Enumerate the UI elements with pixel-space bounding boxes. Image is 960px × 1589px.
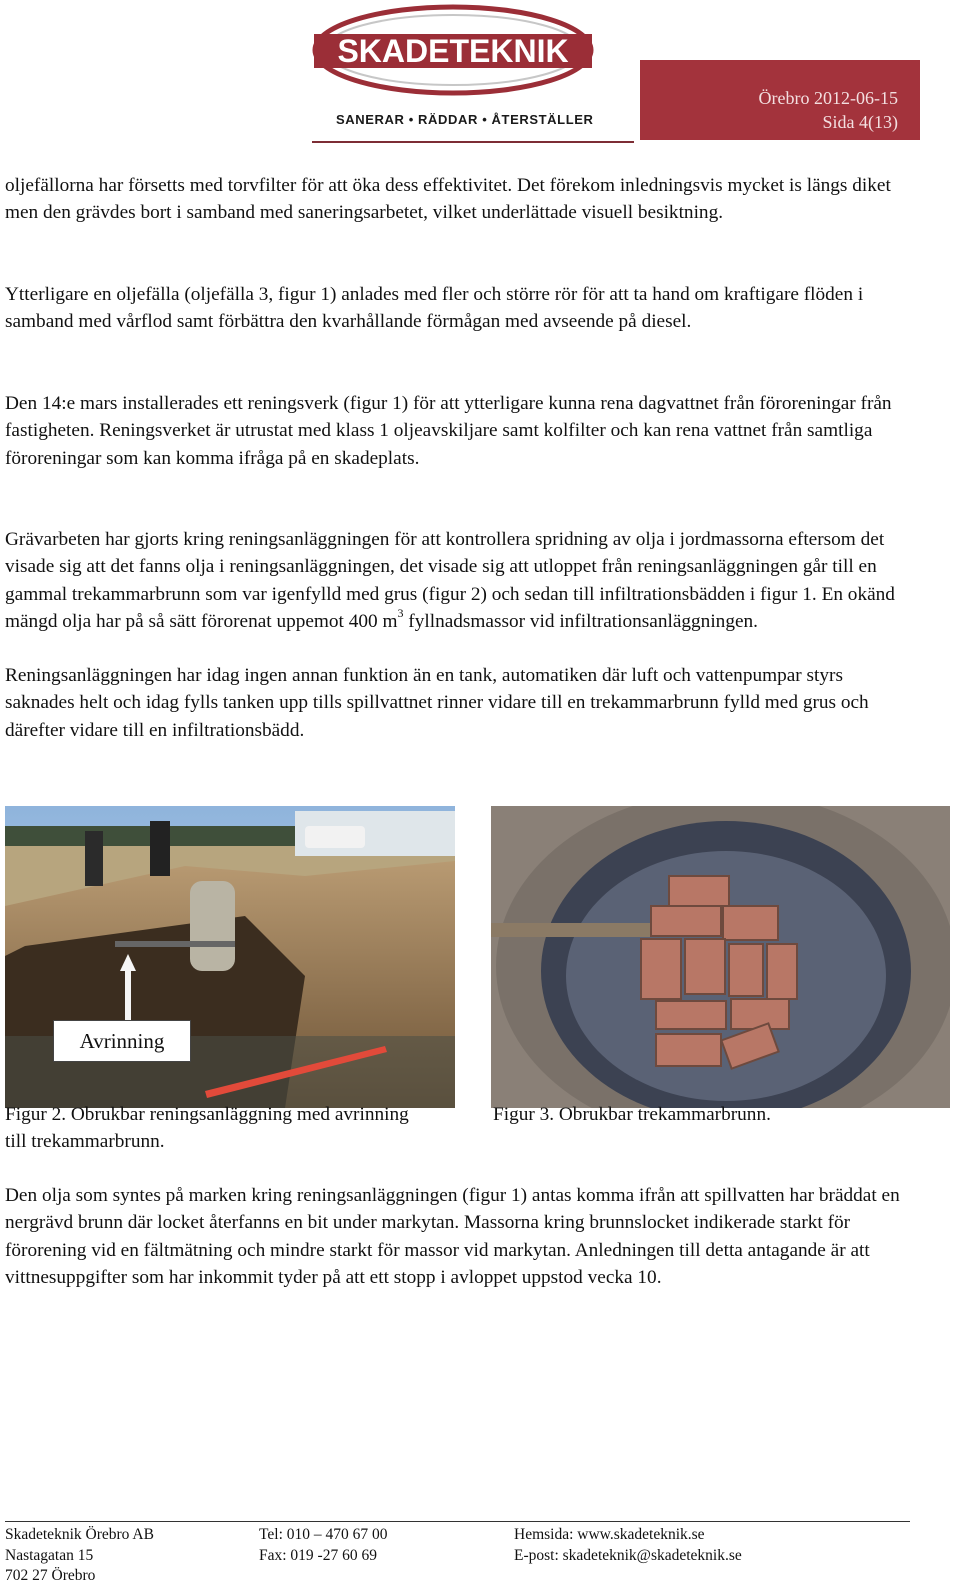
figure-2-photo bbox=[5, 806, 455, 1108]
paragraph-4-end: fyllnadsmassor vid infiltrationsanläggningen. bbox=[403, 610, 758, 632]
footer-street: Nastagatan 15 bbox=[5, 1546, 94, 1564]
figure-2-caption: Figur 2. Obrukbar reningsanläggning med avrinning till trekammarbrunn. bbox=[5, 1104, 409, 1153]
paragraph-3: Den 14:e mars installerades ett reningsverk (figur 1) för att ytterligare kunna rena dagvattnet från föroreningar från fastigheten. Reningsverket är utrustat med klass 1 oljeavskiljare samt kolfilter och kan rena vattnet från samtliga föroreningar som kan komma ifråga på en skadeplats. bbox=[5, 393, 892, 469]
footer-phone bbox=[259, 1525, 388, 1566]
footer-tel: Tel: 010 – 470 67 00 bbox=[259, 1526, 388, 1543]
footer-fax: Fax: 019 -27 60 69 bbox=[259, 1546, 377, 1564]
header-date: Örebro 2012-06-15 bbox=[758, 88, 898, 108]
footer-company bbox=[5, 1525, 154, 1587]
footer-company-name: Skadeteknik Örebro AB bbox=[5, 1526, 154, 1543]
superscript-3: 3 bbox=[397, 606, 404, 621]
paragraph-4-text: Grävarbeten har gjorts kring reningsanläggningen för att kontrollera spridning av olja i jordmassorna eftersom det visade sig att det fanns olja i reningsanläggningen, det visade sig att utloppet från reningsanläggningen går till en gammal trekammarbrunn som var igenfylld med grus (figur 2) och sedan till infiltrationsbädden i figur 1. En okänd mängd olja har på så sätt förorenat uppemot 400 m bbox=[5, 529, 895, 632]
figure-2-label: Avrinning bbox=[53, 1020, 191, 1062]
header-page-number: Sida 4(13) bbox=[822, 112, 898, 132]
logo-emblem bbox=[312, 4, 594, 96]
figure-3-caption: Figur 3. Obrukbar trekammarbrunn. bbox=[493, 1104, 771, 1125]
footer-web bbox=[514, 1525, 742, 1566]
paragraph-5: Reningsanläggningen har idag ingen annan funktion än en tank, automatiken där luft och vattenpumpar styrs saknades helt och idag fylls tanken upp tills spillvattnet rinner vidare till en trekammarbrunn fylld med grus och därefter vidare till en infiltrationsbädd. bbox=[5, 665, 869, 741]
logo-text: SKADETEKNIK bbox=[337, 33, 569, 69]
figure-3-photo bbox=[491, 806, 950, 1108]
header-divider bbox=[312, 141, 634, 143]
company-logo bbox=[312, 4, 602, 139]
paragraph-6: Den olja som syntes på marken kring reningsanläggningen (figur 1) antas komma ifrån att spillvatten har bräddat en nergrävd brunn där locket återfanns en bit under markytan. Massorna kring brunnslocket indikerade starkt för förorening vid en fältmätning och mindre starkt för massor vid markytan. Anledningen till detta antagande är att vittnesuppgifter som har inkommit tyder på att ett stopp i avloppet uppstod vecka 10. bbox=[5, 1185, 900, 1288]
footer-email[interactable]: E-post: skadeteknik@skadeteknik.se bbox=[514, 1546, 742, 1564]
footer-city: 702 27 Örebro bbox=[5, 1567, 96, 1584]
footer-divider bbox=[5, 1521, 910, 1522]
paragraph-2: Ytterligare en oljefälla (oljefälla 3, figur 1) anlades med fler och större rör för att ta hand om kraftigare flöden i samband med vårflod samt förbättra den kvarhållande förmågan med avseende på diesel. bbox=[5, 284, 864, 333]
paragraph-4 bbox=[5, 526, 905, 635]
logo-tagline: SANERAR • RÄDDAR • ÅTERSTÄLLER bbox=[336, 112, 594, 127]
paragraph-1: oljefällorna har försetts med torvfilter för att öka dess effektivitet. Det förekom inledningsvis mycket is längs diket men den grävdes bort i samband med saneringsarbetet, vilket underlättade visuell besiktning. bbox=[5, 175, 891, 224]
footer-website[interactable]: Hemsida: www.skadeteknik.se bbox=[514, 1526, 705, 1543]
header-band bbox=[640, 60, 920, 140]
